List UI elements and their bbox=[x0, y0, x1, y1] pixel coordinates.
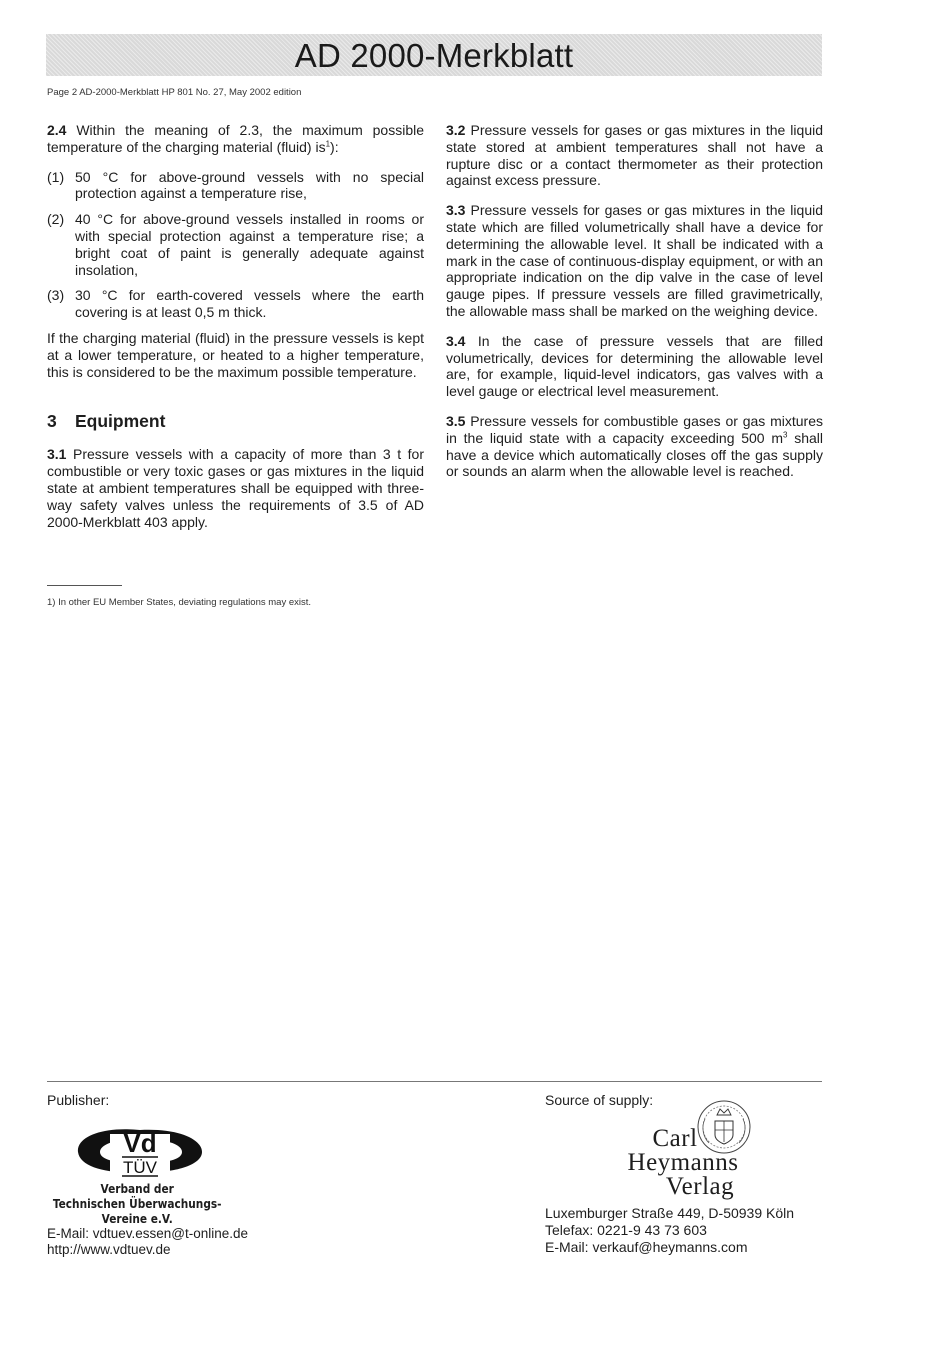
right-column bbox=[446, 122, 823, 493]
list-item bbox=[47, 287, 424, 321]
list-text: 30 °C for earth-covered vessels where the earth covering is at least 0,5 m thick. bbox=[75, 287, 424, 321]
document-title: AD 2000-Merkblatt bbox=[294, 37, 574, 74]
heading-number: 3 bbox=[47, 411, 57, 432]
logo-text-vd: Vd bbox=[123, 1128, 157, 1158]
wordmark-line1: Carl bbox=[652, 1125, 698, 1152]
source-of-supply-label: Source of supply: bbox=[545, 1092, 654, 1108]
publisher-name-line2: Technischen Überwachungs-Vereine e.V. bbox=[52, 1197, 222, 1226]
section-3-4 bbox=[446, 333, 823, 400]
list-item bbox=[47, 211, 424, 278]
section-text: In the case of pressure vessels that are filled volumetrically, devices for determining the allowable level are, for example, liquid-level indicators, gas valves with a level gauge or electrical level measurement. bbox=[446, 332, 823, 400]
footnote-divider bbox=[47, 585, 122, 586]
list-text: 50 °C for above-ground vessels with no special protection against a temperature rise, bbox=[75, 168, 424, 202]
section-number: 3.1 bbox=[47, 446, 67, 463]
section-2-4 bbox=[47, 122, 424, 156]
list-number: (2) bbox=[47, 211, 65, 228]
section-text: Pressure vessels for gases or gas mixtures in the liquid state stored at ambient temperatures shall not have a rupture disc or a contact thermometer as their protection against excess pressure. bbox=[446, 122, 823, 189]
supplier-address: Luxemburger Straße 449, D-50939 Köln bbox=[545, 1205, 795, 1221]
section-number: 2.4 bbox=[47, 122, 67, 138]
section-text-end: ): bbox=[330, 138, 339, 155]
paragraph-max-temperature: If the charging material (fluid) in the pressure vessels is kept at a lower temperature, or heated to a higher temperature, this is considered to be the maximum possible temperature. bbox=[47, 329, 424, 380]
section-3-5 bbox=[446, 413, 823, 480]
list-text: 40 °C for above-ground vessels installed in rooms or with special protection against a temperature rise; a bright coat of paint is generally adequate against insolation, bbox=[75, 211, 424, 278]
section-number: 3.3 bbox=[446, 202, 466, 219]
logo-text-tuv: TÜV bbox=[123, 1158, 157, 1177]
publisher-website: http://www.vdtuev.de bbox=[47, 1241, 171, 1257]
left-column bbox=[47, 122, 424, 543]
publisher-email: E-Mail: vdtuev.essen@t-online.de bbox=[47, 1226, 249, 1241]
supplier-email: E-Mail: verkauf@heymanns.com bbox=[545, 1239, 748, 1255]
section-text-end: shall have a device which automatically closes off the gas supply or sounds an alarm when the allowable level is reached. bbox=[446, 429, 824, 480]
heymanns-wordmark bbox=[608, 1127, 758, 1199]
page-reference: Page 2 AD-2000-Merkblatt HP 801 No. 27, May 2002 edition bbox=[47, 87, 302, 98]
section-text: Within the meaning of 2.3, the maximum possible temperature of the charging material (fluid) is bbox=[47, 122, 424, 155]
section-text: Pressure vessels for combustible gases or gas mixtures in the liquid state with a capacity exceeding 500 m bbox=[446, 412, 823, 446]
list-number: (1) bbox=[47, 168, 65, 185]
list-number: (3) bbox=[47, 287, 65, 304]
section-text: Pressure vessels for gases or gas mixtures in the liquid state which are filled volumetrically shall have a device for determining the allowable level. It shall be indicated with a mark in the case of continuous-display equipment, or with an appropriate indication on the dip valve in the case of level gauge pipes. If pressure vessels are filled gravimetrically, the allowable mass shall be marked on the weighing device. bbox=[446, 202, 823, 319]
publisher-label: Publisher: bbox=[47, 1092, 110, 1108]
section-heading-equipment bbox=[47, 411, 424, 431]
section-3-2 bbox=[446, 122, 823, 189]
footnote: 1) In other EU Member States, deviating regulations may exist. bbox=[47, 597, 312, 608]
supplier-fax: Telefax: 0221-9 43 73 603 bbox=[545, 1222, 707, 1238]
section-number: 3.2 bbox=[446, 122, 466, 138]
publisher-name bbox=[47, 1182, 227, 1227]
section-number: 3.5 bbox=[446, 412, 466, 429]
section-3-3 bbox=[446, 202, 823, 320]
footnote-marker: 1 bbox=[325, 139, 331, 149]
wordmark-line3: Verlag bbox=[665, 1173, 735, 1200]
wordmark-line2: Heymanns bbox=[627, 1149, 739, 1176]
section-3-1 bbox=[47, 446, 424, 530]
header-band bbox=[46, 34, 822, 76]
section-text: Pressure vessels with a capacity of more than 3 t for combustible or very toxic gases or gas mixtures in the liquid state at ambient temperatures shall be equipped with three-way safety valves unless the requirements of 3.5 of AD 2000-Merkblatt 403 apply. bbox=[47, 446, 424, 530]
supplier-contact bbox=[545, 1205, 794, 1256]
publisher-name-line1: Verband der bbox=[100, 1182, 174, 1196]
superscript-3: 3 bbox=[783, 430, 788, 440]
heading-title: Equipment bbox=[75, 411, 166, 432]
list-item bbox=[47, 169, 424, 203]
publisher-contact bbox=[47, 1226, 248, 1257]
section-number: 3.4 bbox=[446, 332, 466, 349]
footer-divider bbox=[47, 1081, 822, 1082]
vdtuev-logo-icon bbox=[70, 1118, 210, 1184]
